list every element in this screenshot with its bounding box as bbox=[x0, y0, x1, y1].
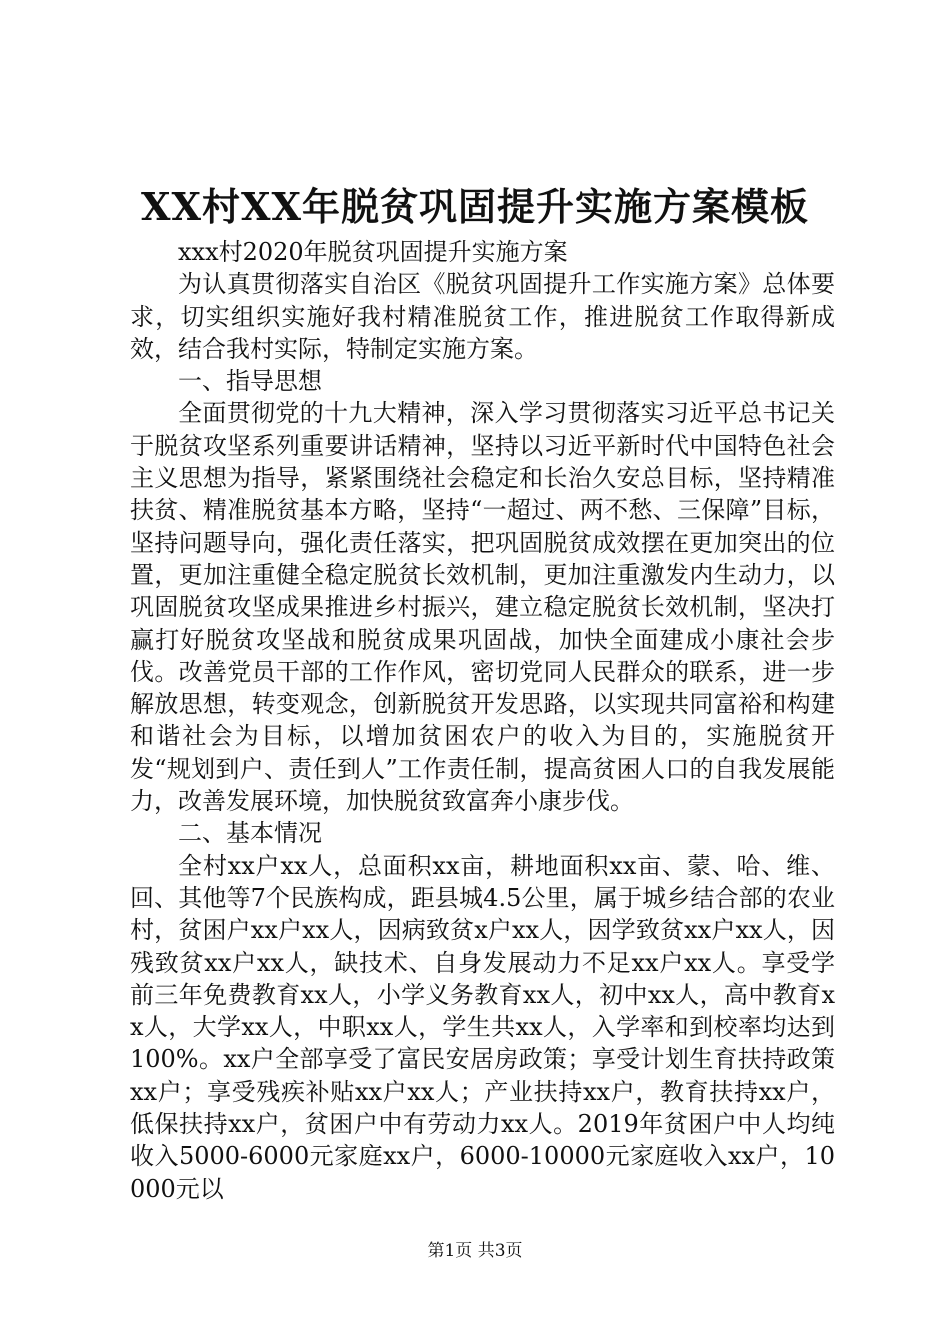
plan-subtitle: xxx村2020年脱贫巩固提升实施方案 bbox=[178, 238, 568, 266]
intro-paragraph: 为认真贯彻落实自治区《脱贫巩固提升工作实施方案》总体要求，切实组织实施好我村精准脱贫工作，推进脱贫工作取得新成效，结合我村实际，特制定实施方案。 bbox=[130, 270, 835, 363]
section-heading-basic-situation: 二、基本情况 bbox=[178, 819, 322, 848]
basic-situation-paragraph: 全村xx户xx人，总面积xx亩，耕地面积xx亩、蒙、哈、维、回、其他等7个民族构成，距县城4.5公里，属于城乡结合部的农业村，贫困户xx户xx人，因病致贫x户xx人，因学致贫xx户xx人，因残致贫xx户xx人，缺技术、自身发展动力不足xx户xx人。享受学前三年免费教育xx人，小学义务教育xx人，初中xx人，高中教育xx人，大学xx人，中职xx人，学生共xx人，入学率和到校率均达到100%。xx户全部享受了富民安居房政策；享受计划生育扶持政策xx户；享受残疾补贴xx户xx人；产业扶持xx户，教育扶持xx户，低保扶持xx户，贫困户中有劳动力xx人。2019年贫困户中人均纯收入5000-6000元家庭xx户，6000-10000元家庭收入xx户，10000元以 bbox=[130, 851, 835, 1203]
document-title: XX村XX年脱贫巩固提升实施方案模板 bbox=[141, 184, 809, 229]
guiding-ideology-paragraph: 全面贯彻党的十九大精神，深入学习贯彻落实习近平总书记关于脱贫攻坚系列重要讲话精神，坚持以习近平新时代中国特色社会主义思想为指导，紧紧围绕社会稳定和长治久安总目标，坚持精准扶贫、精准脱贫基本方略，坚持“一超过、两不愁、三保障”目标，坚持问题导向，强化责任落实，把巩固脱贫成效摆在更加突出的位置，更加注重健全稳定脱贫长效机制，更加注重激发内生动力，以巩固脱贫攻坚成果推进乡村振兴，建立稳定脱贫长效机制，坚决打赢打好脱贫攻坚战和脱贫成果巩固战，加快全面建成小康社会步伐。改善党员干部的工作作风，密切党同人民群众的联系，进一步解放思想，转变观念，创新脱贫开发思路，以实现共同富裕和构建和谐社会为目标，以增加贫困农户的收入为目的，实施脱贫开发“规划到户、责任到人”工作责任制，提高贫困人口的自我发展能力，改善发展环境，加快脱贫致富奔小康步伐。 bbox=[130, 399, 835, 816]
section-heading-guiding-ideology: 一、指导思想 bbox=[178, 367, 322, 396]
page-footer: 第1页 共3页 bbox=[427, 1241, 523, 1261]
document-body bbox=[130, 236, 835, 1205]
